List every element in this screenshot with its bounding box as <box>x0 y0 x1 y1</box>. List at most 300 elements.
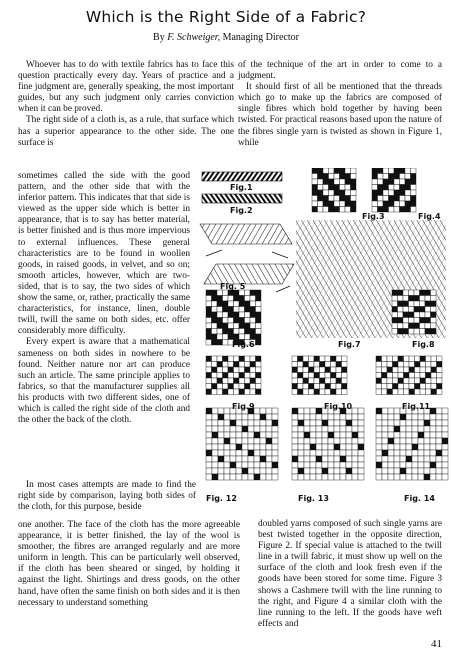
weave-cell <box>352 408 358 414</box>
fig4-label: Fig.4 <box>418 212 441 221</box>
weave-cell <box>236 450 242 456</box>
weave-cell <box>298 378 304 384</box>
weave-cell <box>412 426 418 432</box>
weave-cell <box>304 438 310 444</box>
weave-cell <box>236 438 242 444</box>
weave-cell <box>346 438 352 444</box>
weave-cell <box>442 432 448 438</box>
weave-cell <box>266 474 272 480</box>
weave-cell <box>314 367 320 373</box>
weave-cell <box>394 174 400 180</box>
weave-cell <box>224 438 230 444</box>
weave-cell <box>340 456 346 462</box>
weave-cell <box>212 438 218 444</box>
weave-cell <box>260 468 266 474</box>
weave-cell <box>256 312 262 318</box>
weave-cell <box>304 450 310 456</box>
weave-cell <box>409 389 415 395</box>
weave-cell <box>424 426 430 432</box>
weave-cell <box>218 432 224 438</box>
weave-cell <box>376 438 382 444</box>
weave-cell <box>388 414 394 420</box>
left-column-bottom <box>18 520 240 609</box>
right-column-top <box>238 60 442 149</box>
weave-cell <box>304 444 310 450</box>
weave-cell <box>236 444 242 450</box>
weave-cell <box>392 318 398 324</box>
weave-cell <box>409 373 415 379</box>
weave-cell <box>418 462 424 468</box>
weave-cell <box>266 468 272 474</box>
weave-cell <box>420 290 426 296</box>
weave-cell <box>310 426 316 432</box>
weave-cell <box>230 444 236 450</box>
weave-cell <box>442 414 448 420</box>
weave-cell <box>430 474 436 480</box>
weave-cell <box>334 168 340 174</box>
weave-cell <box>329 179 335 185</box>
weave-cell <box>260 456 266 462</box>
weave-cell <box>256 334 262 340</box>
weave-cell <box>250 389 256 395</box>
weave-cell <box>260 426 266 432</box>
weave-cell <box>256 378 262 384</box>
weave-cell <box>406 426 412 432</box>
weave-cell <box>217 312 223 318</box>
weave-cell <box>415 362 421 368</box>
weave-cell <box>409 356 415 362</box>
weave-cell <box>224 444 230 450</box>
weave-cell <box>298 373 304 379</box>
weave-cell <box>388 426 394 432</box>
weave-cell <box>206 414 212 420</box>
weave-cell <box>250 323 256 329</box>
weave-cell <box>389 185 395 191</box>
weave-cell <box>206 426 212 432</box>
weave-cell <box>442 462 448 468</box>
weave-cell <box>316 474 322 480</box>
weave-cell <box>398 329 404 335</box>
weave-cell <box>418 474 424 480</box>
weave-cell <box>394 438 400 444</box>
weave-cell <box>236 414 242 420</box>
weave-cell <box>318 207 324 213</box>
weave-cell <box>334 420 340 426</box>
weave-cell <box>431 329 437 335</box>
fig9-weave-grid <box>292 356 347 395</box>
weave-cell <box>414 329 420 335</box>
weave-cell <box>323 190 329 196</box>
weave-cell <box>430 420 436 426</box>
weave-cell <box>403 318 409 324</box>
weave-cell <box>372 196 378 202</box>
weave-cell <box>424 468 430 474</box>
weave-cell <box>430 426 436 432</box>
fig5-label: Fig. 5 <box>220 282 246 291</box>
weave-cell <box>298 456 304 462</box>
weave-cell <box>345 196 351 202</box>
weave-cell <box>245 384 251 390</box>
weave-cell <box>387 373 393 379</box>
weave-cell <box>256 384 262 390</box>
weave-cell <box>212 340 218 346</box>
weave-cell <box>206 312 212 318</box>
weave-cell <box>212 444 218 450</box>
weave-cell <box>358 474 364 480</box>
weave-cell <box>230 426 236 432</box>
weave-cell <box>236 420 242 426</box>
weave-cell <box>334 185 340 191</box>
weave-cell <box>234 318 240 324</box>
weave-cell <box>320 367 326 373</box>
weave-cell <box>382 474 388 480</box>
weave-cell <box>340 438 346 444</box>
weave-cell <box>245 362 251 368</box>
weave-cell <box>310 462 316 468</box>
weave-cell <box>260 414 266 420</box>
weave-cell <box>425 290 431 296</box>
weave-cell <box>228 329 234 335</box>
weave-cell <box>206 432 212 438</box>
weave-cell <box>436 438 442 444</box>
weave-cell <box>310 438 316 444</box>
weave-cell <box>400 174 406 180</box>
weave-cell <box>400 168 406 174</box>
weave-cell <box>442 474 448 480</box>
weave-cell <box>323 179 329 185</box>
weave-cell <box>217 367 223 373</box>
weave-cell <box>404 384 410 390</box>
weave-cell <box>248 462 254 468</box>
weave-cell <box>260 420 266 426</box>
weave-cell <box>228 301 234 307</box>
weave-cell <box>329 174 335 180</box>
weave-cell <box>228 384 234 390</box>
weave-cell <box>405 179 411 185</box>
weave-cell <box>212 420 218 426</box>
weave-cell <box>223 378 229 384</box>
weave-cell <box>304 468 310 474</box>
weave-cell <box>206 323 212 329</box>
weave-cell <box>217 356 223 362</box>
weave-cell <box>405 168 411 174</box>
weave-cell <box>420 318 426 324</box>
weave-cell <box>234 312 240 318</box>
weave-cell <box>230 468 236 474</box>
weave-cell <box>239 367 245 373</box>
weave-cell <box>304 474 310 480</box>
weave-cell <box>400 462 406 468</box>
weave-cell <box>424 462 430 468</box>
byline-by: By <box>153 32 165 43</box>
weave-cell <box>217 378 223 384</box>
page-number: 41 <box>431 638 442 650</box>
weave-cell <box>398 318 404 324</box>
weave-cell <box>310 444 316 450</box>
weave-cell <box>206 296 212 302</box>
weave-cell <box>242 450 248 456</box>
weave-cell <box>424 456 430 462</box>
weave-cell <box>415 384 421 390</box>
weave-cell <box>260 444 266 450</box>
weave-cell <box>329 196 335 202</box>
weave-cell <box>322 456 328 462</box>
fig8-weave-grid <box>206 356 261 395</box>
weave-cell <box>318 168 324 174</box>
weave-cell <box>298 438 304 444</box>
left-paragraph-1: Whoever has to do with textile fabrics has to face this question practically every day. Years of practice and a fine judgment are, generally speaking, the most important guides, but any such judgment only carries conviction when it can be proved. <box>18 60 234 115</box>
weave-cell <box>392 290 398 296</box>
weave-cell <box>403 296 409 302</box>
fig2-label: Fig.2 <box>230 206 253 215</box>
weave-cell <box>376 444 382 450</box>
weave-cell <box>318 196 324 202</box>
weave-cell <box>260 432 266 438</box>
weave-cell <box>316 426 322 432</box>
weave-cell <box>420 378 426 384</box>
weave-cell <box>212 362 218 368</box>
weave-cell <box>345 201 351 207</box>
weave-cell <box>292 362 298 368</box>
weave-cell <box>256 367 262 373</box>
weave-cell <box>430 468 436 474</box>
weave-cell <box>206 462 212 468</box>
left-column-lower <box>18 480 196 513</box>
weave-cell <box>234 373 240 379</box>
weave-cell <box>406 462 412 468</box>
weave-cell <box>312 168 318 174</box>
weave-cell <box>382 444 388 450</box>
weave-cell <box>212 456 218 462</box>
weave-cell <box>212 408 218 414</box>
weave-cell <box>393 389 399 395</box>
weave-cell <box>398 307 404 313</box>
weave-cell <box>406 468 412 474</box>
weave-cell <box>378 185 384 191</box>
weave-cell <box>376 414 382 420</box>
weave-cell <box>406 456 412 462</box>
weave-cell <box>316 450 322 456</box>
weave-cell <box>389 207 395 213</box>
weave-cell <box>412 444 418 450</box>
weave-cell <box>411 179 417 185</box>
weave-cell <box>256 340 262 346</box>
weave-cell <box>392 296 398 302</box>
weave-cell <box>388 420 394 426</box>
weave-cell <box>272 432 278 438</box>
weave-cell <box>329 201 335 207</box>
weave-cell <box>322 450 328 456</box>
weave-cell <box>382 408 388 414</box>
weave-cell <box>425 307 431 313</box>
weave-cell <box>437 373 443 379</box>
weave-cell <box>376 362 382 368</box>
weave-cell <box>398 323 404 329</box>
weave-cell <box>334 450 340 456</box>
weave-cell <box>254 456 260 462</box>
weave-cell <box>228 296 234 302</box>
weave-cell <box>217 373 223 379</box>
weave-cell <box>298 474 304 480</box>
weave-cell <box>256 389 262 395</box>
weave-cell <box>245 301 251 307</box>
weave-cell <box>336 362 342 368</box>
weave-cell <box>236 426 242 432</box>
weave-cell <box>409 296 415 302</box>
weave-cell <box>430 432 436 438</box>
weave-cell <box>420 329 426 335</box>
weave-cell <box>418 450 424 456</box>
weave-cell <box>426 362 432 368</box>
weave-cell <box>320 389 326 395</box>
weave-cell <box>403 301 409 307</box>
weave-cell <box>372 174 378 180</box>
fig2-yarn-drawing <box>202 194 282 203</box>
weave-cell <box>239 323 245 329</box>
weave-cell <box>206 468 212 474</box>
weave-cell <box>303 378 309 384</box>
weave-cell <box>230 456 236 462</box>
weave-cell <box>292 356 298 362</box>
weave-cell <box>442 468 448 474</box>
weave-cell <box>430 414 436 420</box>
weave-cell <box>387 367 393 373</box>
weave-cell <box>334 174 340 180</box>
weave-cell <box>312 190 318 196</box>
weave-cell <box>431 296 437 302</box>
weave-cell <box>292 420 298 426</box>
weave-cell <box>248 438 254 444</box>
weave-cell <box>425 312 431 318</box>
weave-cell <box>228 312 234 318</box>
weave-cell <box>272 444 278 450</box>
weave-cell <box>239 301 245 307</box>
weave-cell <box>292 367 298 373</box>
weave-cell <box>310 450 316 456</box>
weave-cell <box>382 367 388 373</box>
weave-cell <box>431 367 437 373</box>
weave-cell <box>325 378 331 384</box>
fig7-weave-grid <box>392 290 436 334</box>
weave-cell <box>382 373 388 379</box>
weave-cell <box>418 414 424 420</box>
weave-cell <box>340 468 346 474</box>
weave-cell <box>217 389 223 395</box>
weave-cell <box>400 185 406 191</box>
weave-cell <box>334 438 340 444</box>
weave-cell <box>431 384 437 390</box>
weave-cell <box>378 179 384 185</box>
weave-cell <box>334 462 340 468</box>
weave-cell <box>420 367 426 373</box>
weave-cell <box>236 462 242 468</box>
weave-cell <box>256 301 262 307</box>
weave-cell <box>224 414 230 420</box>
weave-cell <box>352 438 358 444</box>
weave-cell <box>426 373 432 379</box>
weave-cell <box>266 438 272 444</box>
weave-cell <box>400 426 406 432</box>
weave-cell <box>442 438 448 444</box>
weave-cell <box>236 474 242 480</box>
weave-cell <box>228 373 234 379</box>
weave-cell <box>404 378 410 384</box>
weave-cell <box>248 456 254 462</box>
weave-cell <box>425 318 431 324</box>
weave-cell <box>310 474 316 480</box>
weave-cell <box>430 438 436 444</box>
weave-cell <box>376 468 382 474</box>
weave-cell <box>256 362 262 368</box>
weave-cell <box>239 334 245 340</box>
article-title: Which is the Right Side of a Fabric? <box>85 8 367 26</box>
weave-cell <box>383 174 389 180</box>
weave-cell <box>404 367 410 373</box>
weave-cell <box>266 462 272 468</box>
weave-cell <box>394 179 400 185</box>
weave-cell <box>228 356 234 362</box>
weave-cell <box>250 356 256 362</box>
weave-cell <box>442 444 448 450</box>
weave-cell <box>436 462 442 468</box>
weave-cell <box>239 312 245 318</box>
weave-cell <box>303 362 309 368</box>
weave-cell <box>389 168 395 174</box>
weave-cell <box>212 414 218 420</box>
weave-cell <box>394 190 400 196</box>
weave-cell <box>206 362 212 368</box>
weave-cell <box>228 378 234 384</box>
weave-cell <box>383 185 389 191</box>
weave-cell <box>431 378 437 384</box>
weave-cell <box>342 356 348 362</box>
weave-cell <box>272 414 278 420</box>
weave-cell <box>309 373 315 379</box>
weave-cell <box>415 367 421 373</box>
weave-cell <box>242 468 248 474</box>
fig12-weave-grid <box>292 408 364 480</box>
weave-cell <box>340 196 346 202</box>
weave-cell <box>224 462 230 468</box>
weave-cell <box>217 384 223 390</box>
weave-cell <box>309 367 315 373</box>
weave-cell <box>248 444 254 450</box>
weave-cell <box>346 432 352 438</box>
weave-cell <box>325 373 331 379</box>
weave-cell <box>218 444 224 450</box>
weave-cell <box>322 414 328 420</box>
weave-cell <box>228 389 234 395</box>
weave-cell <box>250 373 256 379</box>
weave-cell <box>376 426 382 432</box>
weave-cell <box>250 296 256 302</box>
weave-cell <box>376 456 382 462</box>
weave-cell <box>351 168 357 174</box>
weave-cell <box>358 462 364 468</box>
weave-cell <box>378 201 384 207</box>
weave-cell <box>376 389 382 395</box>
weave-cell <box>358 468 364 474</box>
weave-cell <box>424 450 430 456</box>
weave-cell <box>266 420 272 426</box>
weave-cell <box>382 384 388 390</box>
weave-cell <box>393 356 399 362</box>
weave-cell <box>310 414 316 420</box>
weave-cell <box>340 432 346 438</box>
weave-cell <box>234 389 240 395</box>
weave-cell <box>260 462 266 468</box>
weave-cell <box>206 356 212 362</box>
